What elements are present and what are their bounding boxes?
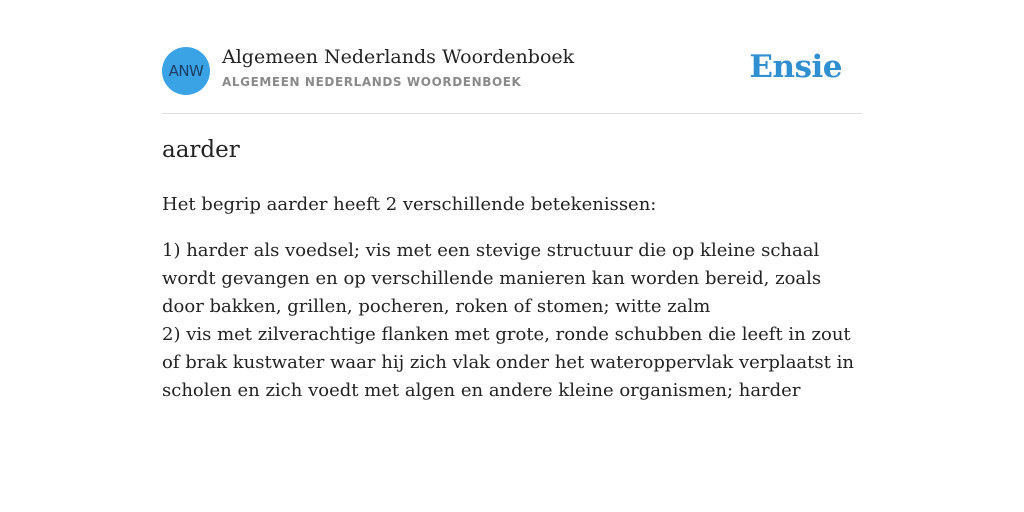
dictionary-title[interactable]: Algemeen Nederlands Woordenboek xyxy=(222,46,575,68)
meaning-item: 2) vis met zilverachtige flanken met grote, ronde schubben die leeft in zout of brak kustwater waar hij zich vlak onder het wateroppervlak verplaatst in scholen en zich voedt met algen en andere kleine organismen; harder xyxy=(162,324,854,401)
header xyxy=(162,0,862,114)
dictionary-subtitle: ALGEMEEN NEDERLANDS WOORDENBOEK xyxy=(222,75,522,89)
meaning-item: 1) harder als voedsel; vis met een stevige structuur die op kleine schaal wordt gevangen en op verschillende manieren kan worden bereid, zoals door bakken, grillen, pocheren, roken of stomen; witte zalm xyxy=(162,240,822,317)
meanings-list xyxy=(162,237,862,405)
entry-intro: Het begrip aarder heeft 2 verschillende betekenissen: xyxy=(162,194,657,215)
entry-word: aarder xyxy=(162,137,240,163)
entry-card xyxy=(162,0,862,401)
logo-text: ANW xyxy=(168,62,204,80)
ensie-brand-logo[interactable]: Ensie xyxy=(749,49,842,85)
anw-logo[interactable] xyxy=(162,47,210,95)
